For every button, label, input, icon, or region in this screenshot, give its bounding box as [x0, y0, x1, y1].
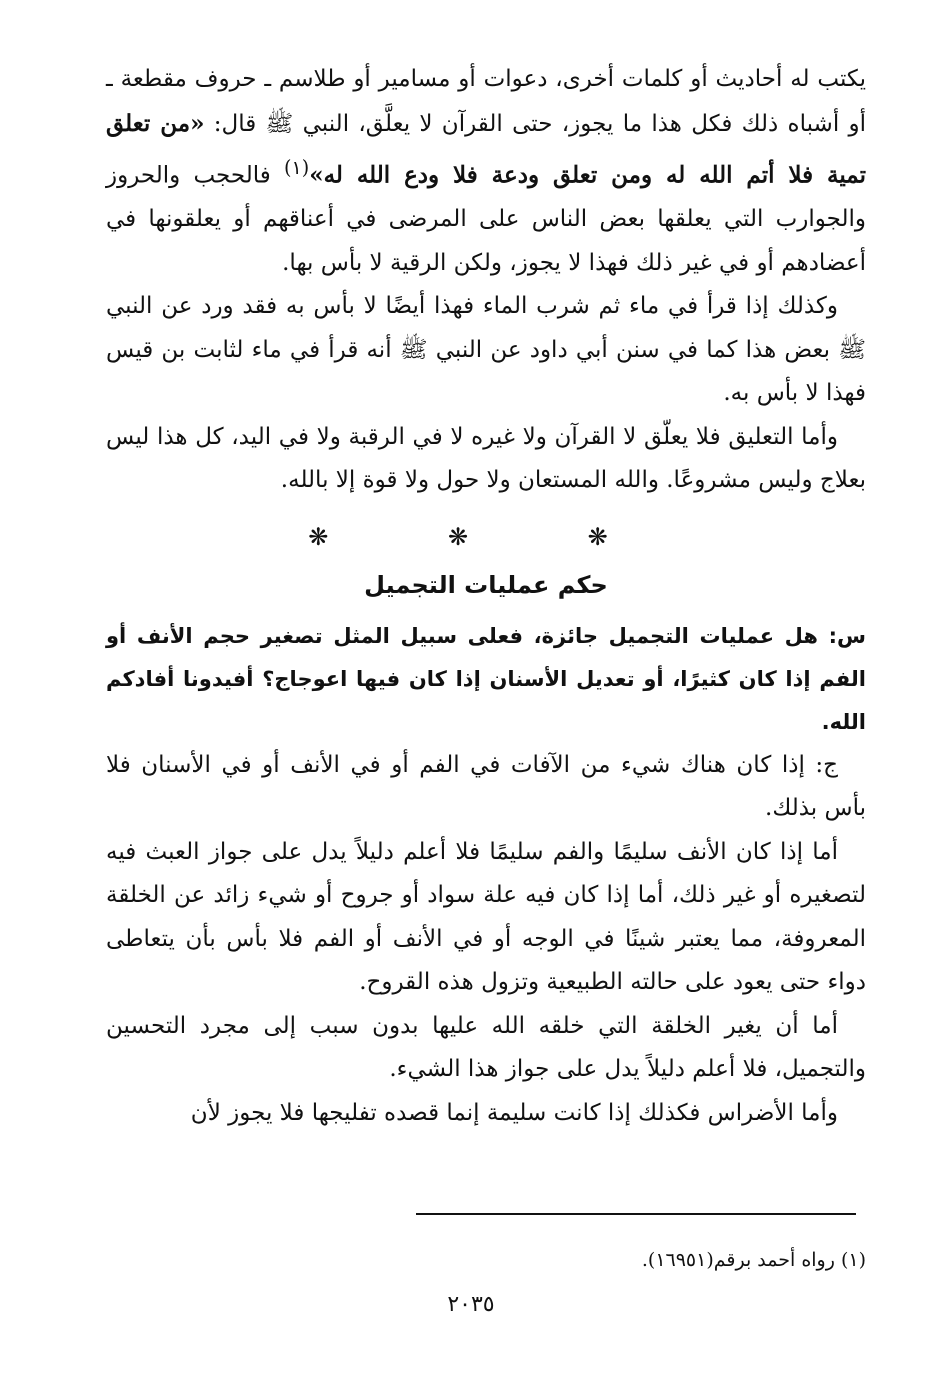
section-heading: حكم عمليات التجميل	[364, 570, 608, 599]
page-number: ٢٠٣٥	[447, 1292, 495, 1317]
paragraph-amulets-plain: يكتب له أحاديث أو كلمات أخرى، دعوات أو مسامير أو طلاسم ـ حروف مقطعة ـ أو أشباه ذلك فكل هذا ما يجوز، حتى القرآن لا يعلَّق، النبي ﷺ قال:	[106, 66, 866, 137]
footnote-marker: (١)	[283, 156, 310, 179]
page-body	[106, 58, 866, 1135]
answer-paragraph-2: أما إذا كان الأنف سليمًا والفم سليمًا فلا أعلم دليلاً يدل على جواز العبث فيه لتصغيره أو غير ذلك، أما إذا كان فيه علة سواد أو جروح أو شيء زائد عن الخلقة المعروفة، مما يعتبر شينًا في الوجه أو في الأنف أو الفم فلا بأس بأن يتعاطى دواء حتى يعود على حالته الطبيعية وتزول هذه القروح.	[106, 838, 866, 996]
hadith-quote: «من تعلق تمية فلا أتم الله له ومن تعلق ودعة فلا ودع الله له»	[106, 109, 867, 189]
footnote-divider	[416, 1213, 856, 1215]
answer-paragraph-3: أما أن يغير الخلقة التي خلقه الله عليها بدون سبب إلى مجرد التحسين والتجميل، فلا أعلم دليلاً يدل على جواز هذا الشيء.	[106, 1012, 866, 1083]
paragraph-hanging: وأما التعليق فلا يعلّق لا القرآن ولا غيره لا في الرقبة ولا في اليد، كل هذا ليس بعلاج وليس مشروعًا. والله المستعان ولا حول ولا قوة إلا بالله.	[106, 423, 866, 494]
paragraph-water-recitation: وكذلك إذا قرأ في ماء ثم شرب الماء فهذا أيضًا لا بأس به فقد ورد عن النبي ﷺ بعض هذا كما في سنن أبي داود عن النبي ﷺ أنه قرأ في ماء لثابت بن قيس فهذا لا بأس به.	[106, 293, 866, 407]
footnote: (١) رواه أحمد برقم(١٦٩٥١).	[641, 1249, 866, 1271]
answer-paragraph-4: وأما الأضراس فكذلك إذا كانت سليمة إنما قصده تفليجها فلا يجوز لأن	[190, 1099, 838, 1126]
section-separator: ❋ ❋ ❋	[308, 522, 664, 551]
paragraph-amulets-rest: فالحجب والحروز والجوارب التي يعلقها بعض الناس على المرضى في أعناقهم أو يعلقونها في أعضادهم أو في غير ذلك فهذا لا يجوز، ولكن الرقية لا بأس بها.	[106, 162, 866, 276]
question-text: س: هل عمليات التجميل جائزة، فعلى سبيل المثل تصغير حجم الأنف أو الفم إذا كان كثيرًا، أو تعديل الأسنان إذا كان فيها اعوجاج؟ أفيدونا أفادكم الله.	[106, 623, 866, 734]
answer-paragraph-1: ج: إذا كان هناك شيء من الآفات في الفم أو في الأنف أو في الأسنان فلا بأس بذلك.	[106, 751, 866, 822]
paragraph-amulets	[106, 58, 866, 285]
